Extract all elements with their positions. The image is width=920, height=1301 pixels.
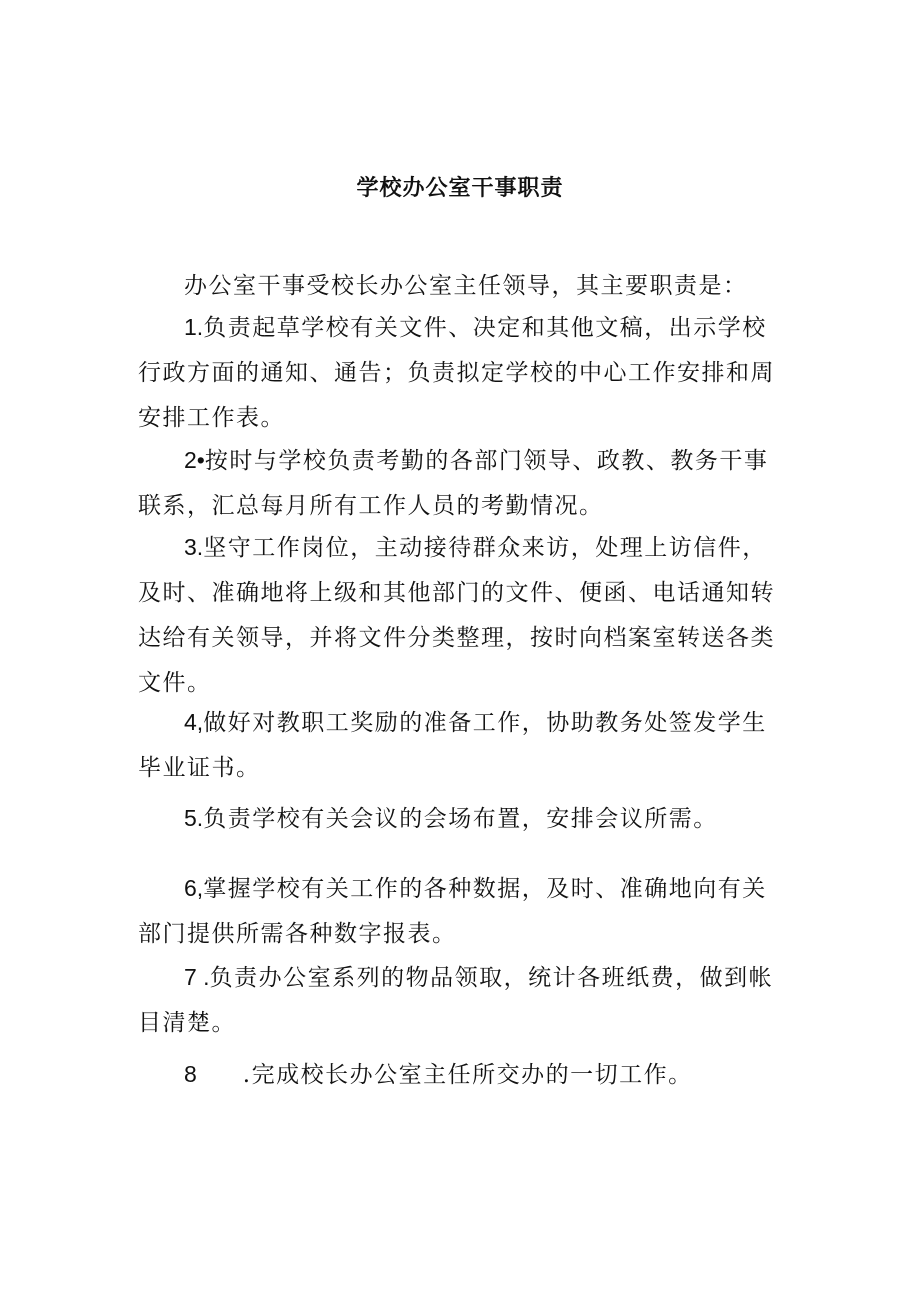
duty-item-8	[138, 1052, 788, 1098]
duty-item-7	[138, 955, 788, 1046]
duty-text: 负责办公室系列的物品领取，统计各班纸费，做到帐目清楚。	[138, 965, 774, 1036]
duty-number: 7 .	[184, 964, 210, 990]
duty-text: 坚守工作岗位，主动接待群众来访，处理上访信件，及时、准确地将上级和其他部门的文件、便函、电话通知转达给有关领导，并将文件分类整理，按时向档案室转送各类文件。	[138, 535, 775, 696]
duty-item-1	[138, 305, 788, 441]
duty-item-5	[138, 796, 788, 842]
duty-text: .完成校长办公室主任所交办的一切工作。	[242, 1062, 693, 1088]
duty-text: 按时与学校负责考勤的各部门领导、政教、教务干事联系，汇总每月所有工作人员的考勤情况。	[138, 448, 769, 519]
duty-number: 3.	[184, 534, 204, 560]
intro-paragraph	[138, 264, 788, 309]
duty-number: 4,	[184, 709, 204, 735]
duty-item-2	[138, 438, 788, 529]
intro-text: 办公室干事受校长办公室主任领导，其主要职责是：	[184, 273, 748, 299]
duty-text: 做好对教职工奖励的准备工作，协助教务处签发学生毕业证书。	[138, 710, 767, 781]
duty-text: 负责学校有关会议的会场布置，安排会议所需。	[203, 806, 718, 832]
duty-number: 6,	[184, 875, 204, 901]
duty-number: 8	[184, 1061, 197, 1087]
duty-text: 负责起草学校有关文件、决定和其他文稿，出示学校行政方面的通知、通告；负责拟定学校的中心工作安排和周安排工作表。	[138, 315, 775, 431]
document-title: 学校办公室干事职责	[356, 175, 564, 201]
duty-item-6	[138, 866, 788, 957]
duty-item-3	[138, 525, 788, 706]
duty-number: 5.	[184, 805, 204, 831]
duty-text: 掌握学校有关工作的各种数据，及时、准确地向有关部门提供所需各种数字报表。	[138, 876, 767, 947]
duty-number: 1.	[184, 314, 204, 340]
duty-number: 2•	[184, 447, 205, 473]
duty-item-4	[138, 700, 788, 791]
